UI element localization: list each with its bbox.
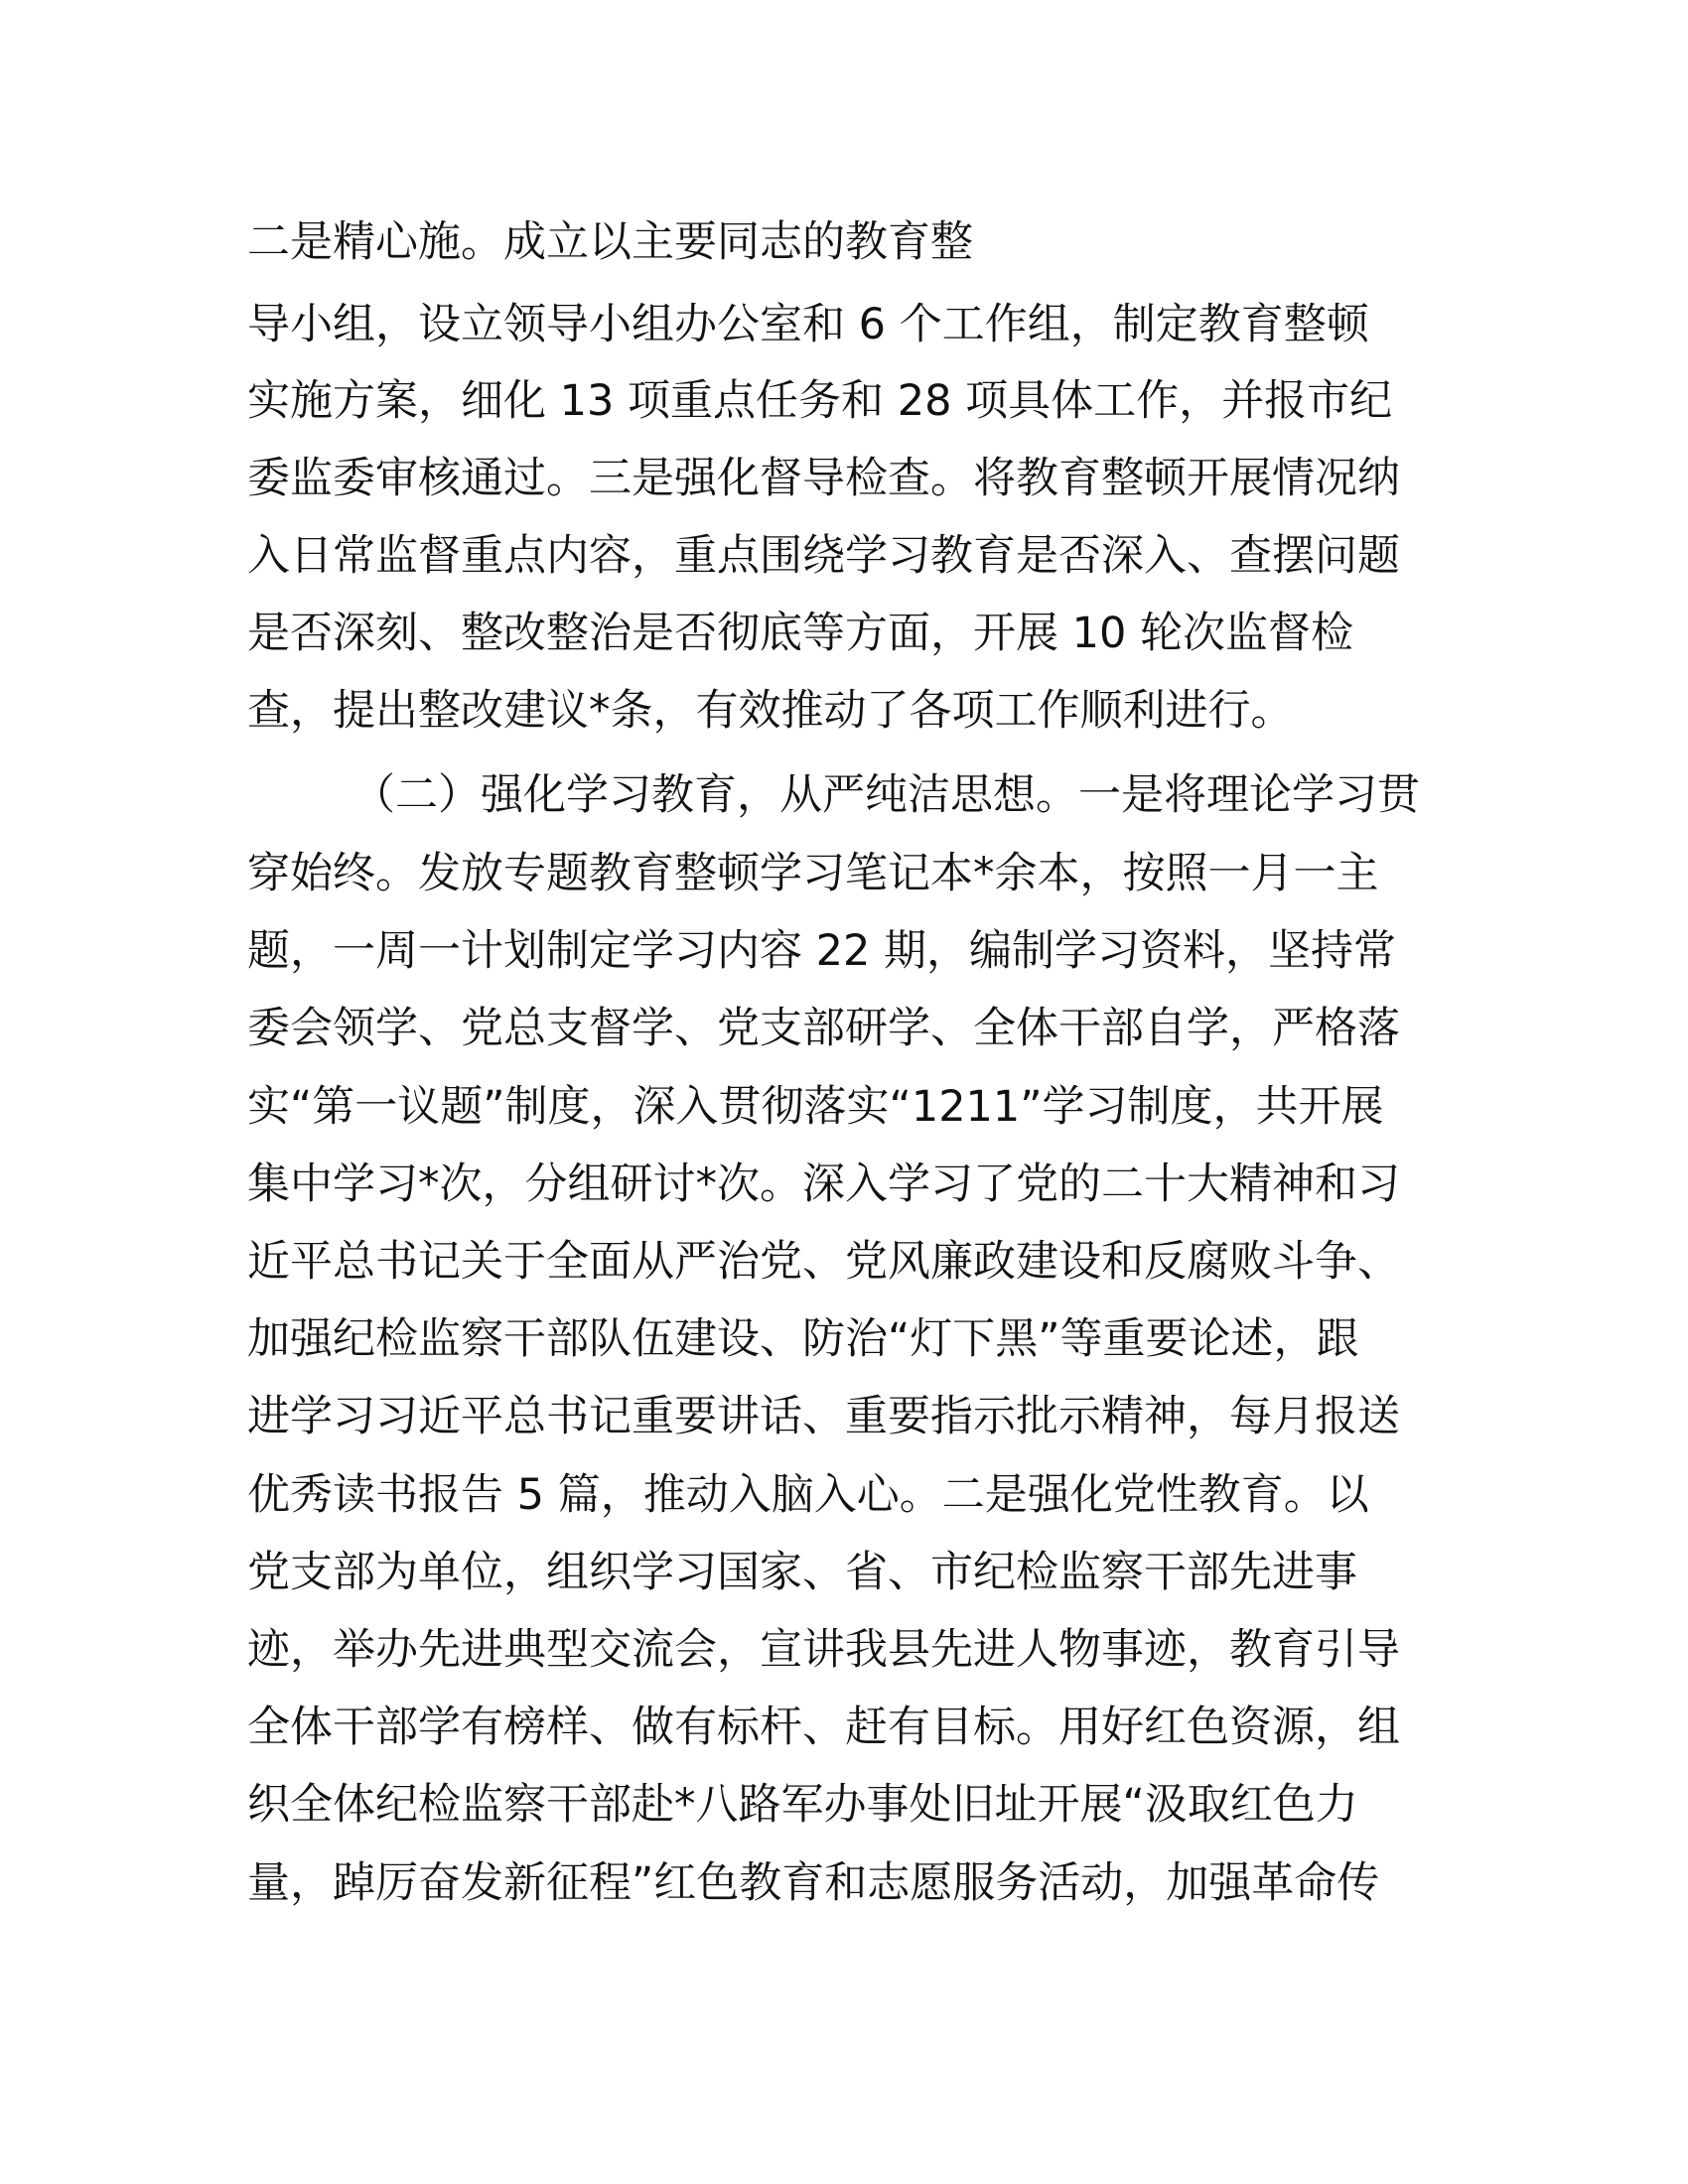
- text-line: 全体干部学有榜样、做有标杆、赶有目标。用好红色资源，组: [247, 1703, 1400, 1752]
- text-line: 导小组，设立领导小组办公室和 6 个工作组，制定教育整顿: [247, 300, 1369, 349]
- text-line: 入日常监督重点内容，重点围绕学习教育是否深入、查摆问题: [247, 531, 1400, 581]
- text-line: 委监委审核通过。三是强化督导检查。将教育整顿开展情况纳: [247, 454, 1400, 503]
- text-line: 集中学习*次，分组研讨*次。深入学习了党的二十大精神和习: [247, 1160, 1400, 1209]
- text-line: 党支部为单位，组织学习国家、省、市纪检监察干部先进事: [247, 1548, 1357, 1597]
- text-line: 是否深刻、整改整治是否彻底等方面，开展 10 轮次监督检: [247, 609, 1354, 658]
- text-line: 实“第一议题”制度，深入贯彻落实“1211”学习制度，共开展: [247, 1082, 1384, 1132]
- text-line: 迹，举办先进典型交流会，宣讲我县先进人物事迹，教育引导: [247, 1625, 1400, 1675]
- section-heading-line: （二）强化学习教育，从严纯洁思想。一是将理论学习贯: [352, 770, 1420, 820]
- text-line: 委会领学、党总支督学、党支部研学、全体干部自学，严格落: [247, 1004, 1400, 1053]
- text-line: 二是精心施。成立以主要同志的教育整: [247, 217, 973, 267]
- text-line: 实施方案，细化 13 项重点任务和 28 项具体工作，并报市纪: [247, 376, 1393, 426]
- text-line: 织全体纪检监察干部赴*八路军办事处旧址开展“汲取红色力: [247, 1780, 1358, 1830]
- text-line: 题，一周一计划制定学习内容 22 期，编制学习资料，坚持常: [247, 926, 1397, 976]
- text-line: 量，踔厉奋发新征程”红色教育和志愿服务活动，加强革命传: [247, 1858, 1380, 1908]
- text-line: 近平总书记关于全面从严治党、党风廉政建设和反腐败斗争、: [247, 1237, 1400, 1287]
- text-line: 加强纪检监察干部队伍建设、防治“灯下黑”等重要论述，跟: [247, 1314, 1359, 1364]
- text-line: 优秀读书报告 5 篇，推动入脑入心。二是强化党性教育。以: [247, 1470, 1369, 1520]
- text-line: 穿始终。发放专题教育整顿学习笔记本*余本，按照一月一主: [247, 849, 1379, 898]
- text-line: 进学习习近平总书记重要讲话、重要指示批示精神，每月报送: [247, 1392, 1400, 1441]
- text-line: 查，提出整改建议*条，有效推动了各项工作顺利进行。: [247, 686, 1294, 736]
